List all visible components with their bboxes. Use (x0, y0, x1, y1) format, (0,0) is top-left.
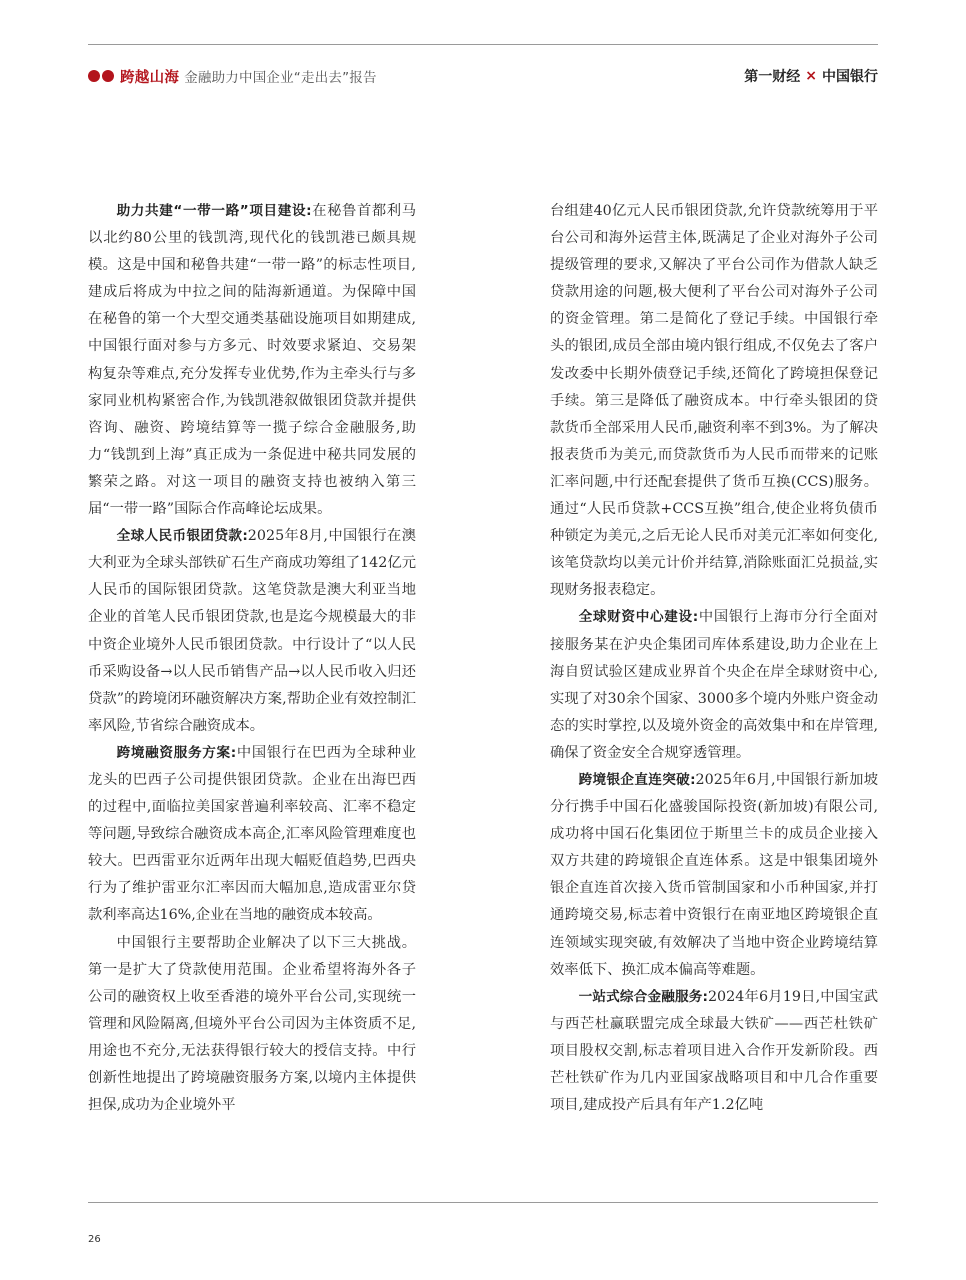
paragraph-lead: 助力共建“一带一路”项目建设: (116, 203, 312, 219)
cross-icon: × (805, 68, 817, 84)
paragraph-text: 中国银行主要帮助企业解决了以下三大挑战。第一是扩大了贷款使用范围。企业希望将海外各子公司的融资权上收至香港的境外平台公司,实现统一管理和风险隔离,但境外平台公司因为主体资质不足,用途也不充分,无法获得银行较大的授信支持。中行创新性地提出了跨境融资服务方案,以境内主体提供担保,成功为企业境外平 (88, 934, 416, 1114)
paragraph-text: 2025年8月,中国银行在澳大利亚为全球头部铁矿石生产商成功筹组了142亿元人民币的国际银团贷款。这笔贷款是澳大利亚当地企业的首笔人民币银团贷款,也是迄今规模最大的非中资企业境外人民币银团贷款。中行设计了“以人民币采购设备→以人民币销售产品→以人民币收入归还贷款”的跨境闭环融资解决方案,帮助企业有效控制汇率风险,节省综合融资成本。 (88, 528, 416, 734)
paragraph-continued (550, 198, 878, 604)
paragraph-lead: 全球财资中心建设: (578, 609, 699, 626)
paragraph-text: 2025年6月,中国银行新加坡分行携手中国石化盛骏国际投资(新加坡)有限公司,成功将中国石化集团位于斯里兰卡的成员企业接入双方共建的跨境银企直连体系。这是中银集团境外银企直连首次接入货币管制国家和小币种国家,并打通跨境交易,标志着中资银行在南亚地区跨境银企直连领域实现突破,有效解决了当地中资企业跨境结算效率低下、换汇成本偏高等难题。 (550, 771, 878, 978)
paragraph (550, 767, 878, 984)
paragraph-text: 在秘鲁首都利马以北约80公里的钱凯湾,现代化的钱凯港已颇具规模。这是中国和秘鲁共建“一带一路”的标志性项目,建成后将成为中拉之间的陆海新通道。为保障中国在秘鲁的第一个大型交通类基础设施项目如期建成,中国银行面对参与方多元、时效要求紧迫、交易架构复杂等难点,充分发挥专业优势,作为主牵头行与多家同业机构紧密合作,为钱凯港叙做银团贷款并提供咨询、融资、跨境结算等一揽子综合金融服务,助力“钱凯到上海”真正成为一条促进中秘共同发展的繁荣之路。对这一项目的融资支持也被纳入第三届“一带一路”国际合作高峰论坛成果。 (88, 203, 416, 518)
paragraph-lead: 跨境融资服务方案: (116, 744, 237, 761)
paragraph-lead: 一站式综合金融服务: (578, 988, 708, 1005)
header-partners (744, 65, 878, 87)
partner-boc: 中国银行 (822, 69, 878, 85)
right-column (550, 198, 878, 1119)
paragraph-text: 中国银行在巴西为全球种业龙头的巴西子公司提供银团贷款。企业在出海巴西的过程中,面临拉美国家普遍利率较高、汇率不稳定等问题,导致综合融资成本高企,汇率风险管理难度也较大。巴西雷亚尔近两年出现大幅贬值趋势,巴西央行为了维护雷亚尔汇率因而大幅加息,造成雷亚尔贷款利率高达16%,企业在当地的融资成本较高。 (88, 744, 417, 924)
footer-divider (88, 1202, 878, 1203)
paragraph (88, 930, 416, 1120)
red-dot-icon (88, 70, 100, 82)
paragraph (88, 740, 416, 930)
header-subtitle: 金融助力中国企业“走出去”报告 (184, 70, 377, 86)
header-title-group (88, 65, 377, 87)
paragraph-text: 2024年6月19日,中国宝武与西芒杜赢联盟完成全球最大铁矿——西芒杜铁矿项目股权交割,标志着项目进入合作开发新阶段。西芒杜铁矿作为几内亚国家战略项目和中几合作重要项目,建成投产后具有年产1.2亿吨 (550, 988, 878, 1114)
paragraph (550, 604, 878, 767)
header-brand: 跨越山海 (120, 69, 180, 86)
paragraph-text: 中国银行上海市分行全面对接服务某在沪央企集团司库体系建设,助力企业在上海自贸试验区建成业界首个央企在岸全球财资中心,实现了对30余个国家、3000多个境内外账户资金动态的实时掌控,以及境外资金的高效集中和在岸管理,确保了资金安全合规穿透管理。 (550, 609, 879, 761)
paragraph-lead: 跨境银企直连突破: (578, 771, 696, 788)
paragraph (88, 523, 416, 740)
red-dot-icon (102, 70, 114, 82)
partner-yicai: 第一财经 (744, 69, 801, 85)
paragraph-lead: 全球人民币银团贷款: (116, 528, 248, 545)
paragraph (550, 984, 878, 1119)
page-number: 26 (88, 1234, 101, 1245)
paragraph-text: 台组建40亿元人民币银团贷款,允许贷款统筹用于平台公司和海外运营主体,既满足了企业对海外子公司提级管理的要求,又解决了平台公司作为借款人缺乏贷款用途的问题,极大便利了平台公司对海外子公司的资金管理。第二是简化了登记手续。中国银行牵头的银团,成员全部由境内银行组成,不仅免去了客户发改委中长期外债登记手续,还简化了跨境担保登记手续。第三是降低了融资成本。中行牵头银团的贷款货币全部采用人民币,融资利率不到3%。为了解决报表货币为美元,而贷款货币为人民币而带来的记账汇率问题,中行还配套提供了货币互换(CCS)服务。通过“人民币贷款+CCS互换”组合,使企业将负债币种锁定为美元,之后无论人民币对美元汇率如何变化,该笔贷款均以美元计价并结算,消除账面汇兑损益,实现财务报表稳定。 (550, 203, 878, 599)
left-column (88, 198, 416, 1119)
paragraph (88, 198, 416, 523)
page-header (88, 44, 878, 99)
